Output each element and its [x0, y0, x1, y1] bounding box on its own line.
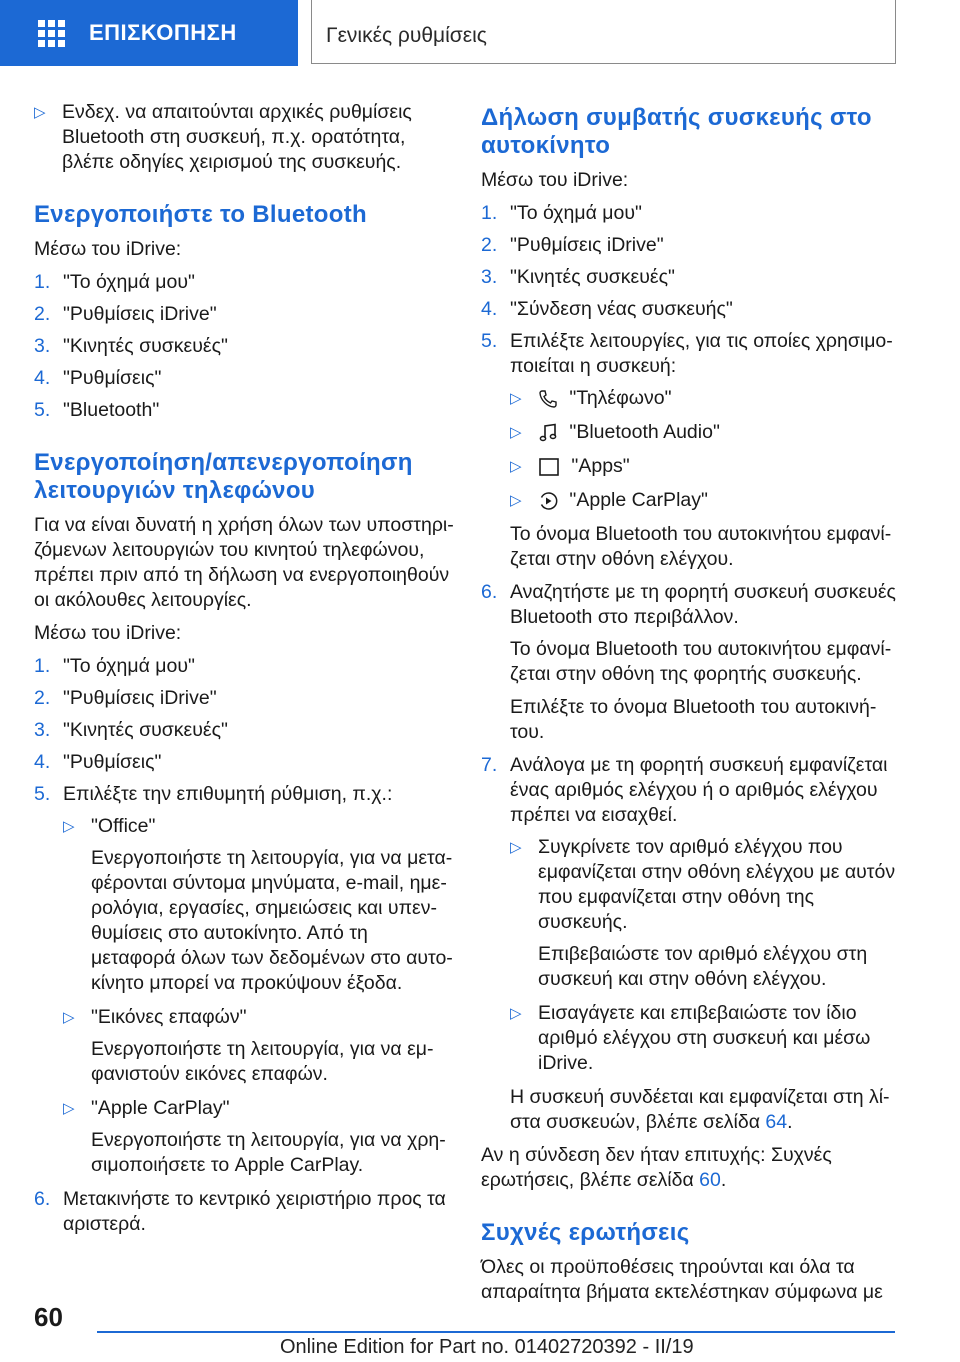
list-item: 2. "Ρυθμίσεις iDrive" [34, 687, 217, 709]
step5-note: Το όνομα Bluetooth του αυτοκινήτου εμφανίζεται στην οθόνη ελέγχου. [510, 523, 892, 570]
right-column [481, 100, 896, 1313]
list-item: 2. "Ρυθμίσεις iDrive" [481, 234, 664, 256]
triangle-bullet-icon: ▷ [34, 104, 46, 121]
triangle-bullet-icon: ▷ [510, 1005, 522, 1022]
section-title-tab[interactable] [311, 0, 896, 64]
edition-text: Online Edition for Part no. 01402720392 - II/19 [280, 1336, 694, 1358]
intro-bullet: ▷ Ενδεχ. να απαιτούνται αρχικές ρυθμίσεις Bluetooth στη συσκευή, π.χ. ορατότητα, βλέπε οδηγίες χειρισμού της συσκευής. [34, 101, 412, 173]
via-idrive-text: Μέσω του iDrive: [481, 169, 629, 191]
list-item: 3. "Κινητές συσκευές" [34, 719, 228, 741]
list-item: 3. "Κινητές συσκευές" [481, 266, 675, 288]
list-item: 3. "Κινητές συσκευές" [34, 335, 228, 357]
footer-divider [97, 1331, 895, 1333]
list-item: ▷ "Bluetooth Audio" [510, 421, 720, 443]
grid-menu-icon [38, 20, 65, 47]
list-item: 4. "Ρυθμίσεις" [34, 367, 162, 389]
overview-nav-tab[interactable] [0, 0, 298, 66]
faq-text: Όλες οι προϋποθέσεις τηρούνται και όλα τα απαραίτητα βήματα εκτελέστηκαν σύμφωνα με [481, 1256, 883, 1303]
phone-icon [538, 389, 558, 409]
list-item: ▷ Εισαγάγετε και επιβεβαιώστε τον ίδιο αριθμό ελέγχου στη συσκευή και μέσω iDrive. [510, 1002, 871, 1074]
triangle-bullet-icon: ▷ [63, 818, 75, 835]
triangle-bullet-icon: ▷ [510, 492, 522, 509]
page-number: 60 [34, 1302, 63, 1332]
list-item: 5. Επιλέξτε την επιθυμητή ρύθμιση, π.χ.: ▷ "Office" Ενεργοποιήστε τη λειτουργία, για να μεταφέρονται σύντομα μηνύματα, e-mail, ημερολόγια, εργασίες, σημειώσεις και υπενθυμίσεις στο αυτοκίνητο. Από τη μεταφορά όλων των δεδομένων στο αυτοκίνητο μπορεί να προκύψουν έξοδα. ▷ "Εικόνες επαφών" Ενεργοποιήστε τη λειτουργία, για να εμφανιστούν εικόνες επαφών. ▷ "Apple CarPlay" Ενεργοποιήστε τη λειτουργία, για να χρησιμοποιήσετε το Apple CarPlay. [34, 783, 453, 1176]
bluetooth-steps [34, 270, 454, 423]
list-item: ▷ "Εικόνες επαφών" Ενεργοποιήστε τη λειτουργία, για να εμφανιστούν εικόνες επαφών. [63, 1006, 434, 1085]
list-item: 6. Μετακινήστε το κεντρικό χειριστήριο προς τα αριστερά. [34, 1188, 446, 1235]
list-item: 6. Αναζητήστε με τη φορητή συσκευή συσκευές Bluetooth στο περιβάλλον. Το όνομα Bluetooth του αυτοκινήτου εμφανίζεται στην οθόνη της φορητής συσκευής. Επιλέξτε το όνομα Bluetooth του αυτοκινήτου. [481, 581, 896, 743]
function-steps [34, 654, 454, 1237]
list-item: 1. "Το όχημά μου" [481, 202, 642, 224]
step6-note: Επιλέξτε το όνομα Bluetooth του αυτοκινήτου. [510, 696, 877, 743]
section-title: Γενικές ρυθμίσεις [326, 24, 487, 47]
triangle-bullet-icon: ▷ [510, 839, 522, 856]
functions-text: Για να είναι δυνατή η χρήση όλων των υποστηριζόμενων λειτουργιών του κινητού τηλεφώνου, πρέπει πριν από τη δήλωση να ενεργοποιηθούν οι ακόλουθες λειτουργίες. [34, 514, 454, 611]
list-item: 4. "Ρυθμίσεις" [34, 751, 162, 773]
list-item: 5. "Bluetooth" [34, 399, 160, 421]
page-link[interactable]: 60 [699, 1169, 721, 1191]
step6-note: Το όνομα Bluetooth του αυτοκινήτου εμφανίζεται στην οθόνη της φορητής συσκευής. [510, 638, 892, 685]
carplay-icon [538, 491, 558, 511]
list-item: ▷ "Τηλέφωνο" [510, 387, 672, 409]
triangle-bullet-icon: ▷ [510, 458, 522, 475]
triangle-bullet-icon: ▷ [63, 1100, 75, 1117]
list-item: 2. "Ρυθμίσεις iDrive" [34, 303, 217, 325]
device-function-options [510, 386, 896, 513]
apps-icon [538, 457, 560, 477]
setting-options [63, 814, 454, 1178]
heading-register-device: Δήλωση συμβατής συσκευής στο αυτοκίνητο [481, 104, 872, 159]
top-bar [0, 0, 960, 66]
triangle-bullet-icon: ▷ [63, 1009, 75, 1026]
list-item: ▷ "Apps" [510, 455, 630, 477]
connected-text: Η συσκευή συνδέεται και εμφανίζεται στη λίστα συσκευών, βλέπε σελίδα 64. [510, 1086, 890, 1133]
list-item: ▷ "Apple CarPlay" [510, 489, 708, 511]
music-note-icon [538, 423, 558, 443]
triangle-bullet-icon: ▷ [510, 424, 522, 441]
list-item: ▷ "Office" Ενεργοποιήστε τη λειτουργία, για να μεταφέρονται σύντομα μηνύματα, e-mail, ημερολόγια, εργασίες, σημειώσεις και υπενθυμίσεις στο αυτοκίνητο. Από τη μεταφορά όλων των δεδομένων στο αυτοκίνητο μπορεί να προκύψουν έξοδα. [63, 815, 453, 994]
check-number-options [510, 835, 896, 1076]
register-steps [481, 201, 896, 1135]
list-item: 1. "Το όχημά μου" [34, 271, 195, 293]
overview-nav-label: ΕΠΙΣΚΟΠΗΣΗ [89, 20, 237, 45]
triangle-bullet-icon: ▷ [510, 390, 522, 407]
left-column [34, 100, 454, 1244]
list-item: 1. "Το όχημά μου" [34, 655, 195, 677]
list-item: ▷ Συγκρίνετε τον αριθμό ελέγχου που εμφανίζεται στην οθόνη ελέγχου με αυτόν που εμφανίζεται στην οθόνη της συσκευής. Επιβεβαιώστε τον αριθμό ελέγχου στη συσκευή και στην οθόνη ελέγχου. [510, 836, 896, 990]
via-idrive-text: Μέσω του iDrive: [34, 238, 182, 260]
list-item: 4. "Σύνδεση νέας συσκευής" [481, 298, 733, 320]
heading-phone-functions: Ενεργοποίηση/απενεργοποίηση λειτουργιών τηλεφώνου [34, 449, 413, 504]
fail-text: Αν η σύνδεση δεν ήταν επιτυχής: Συχνές ερωτήσεις, βλέπε σελίδα 60. [481, 1144, 832, 1191]
list-item: 7. Ανάλογα με τη φορητή συσκευή εμφανίζεται ένας αριθμός ελέγχου ή ο αριθμός ελέγχου πρέπει να εισαχθεί. ▷ Συγκρίνετε τον αριθμό ελέγχου που εμφανίζεται στην οθόνη ελέγχου με αυτόν που εμφανίζεται στην οθόνη της συσκευής. Επιβεβαιώστε τον αριθμό ελέγχου στη συσκευή και στην οθόνη ελέγχου. ▷ Εισαγάγετε και επιβεβαιώστε τον ίδιο αριθμό ελέγχου στη συσκευή και μέσω iDrive. Η συσκευή συνδέεται και εμφανίζεται στη λίστα συσκευών, βλέπε σελίδα 64. [481, 754, 896, 1133]
heading-faq: Συχνές ερωτήσεις [481, 1219, 690, 1246]
list-item: ▷ "Apple CarPlay" Ενεργοποιήστε τη λειτουργία, για να χρησιμοποιήσετε το Apple CarPlay. [63, 1097, 446, 1176]
via-idrive-text: Μέσω του iDrive: [34, 622, 182, 644]
heading-activate-bluetooth: Ενεργοποιήστε το Bluetooth [34, 201, 367, 228]
list-item: 5. Επιλέξτε λειτουργίες, για τις οποίες χρησιμοποιείται η συσκευή: ▷ "Τηλέφωνο" ▷ "Bluetooth Audio" ▷ "Apps" ▷ "Apple CarPlay" Το όνομα Bluetooth του αυτοκινήτου εμφανίζεται στην οθόνη ελέγχου. [481, 329, 896, 572]
page-link[interactable]: 64 [765, 1111, 788, 1133]
